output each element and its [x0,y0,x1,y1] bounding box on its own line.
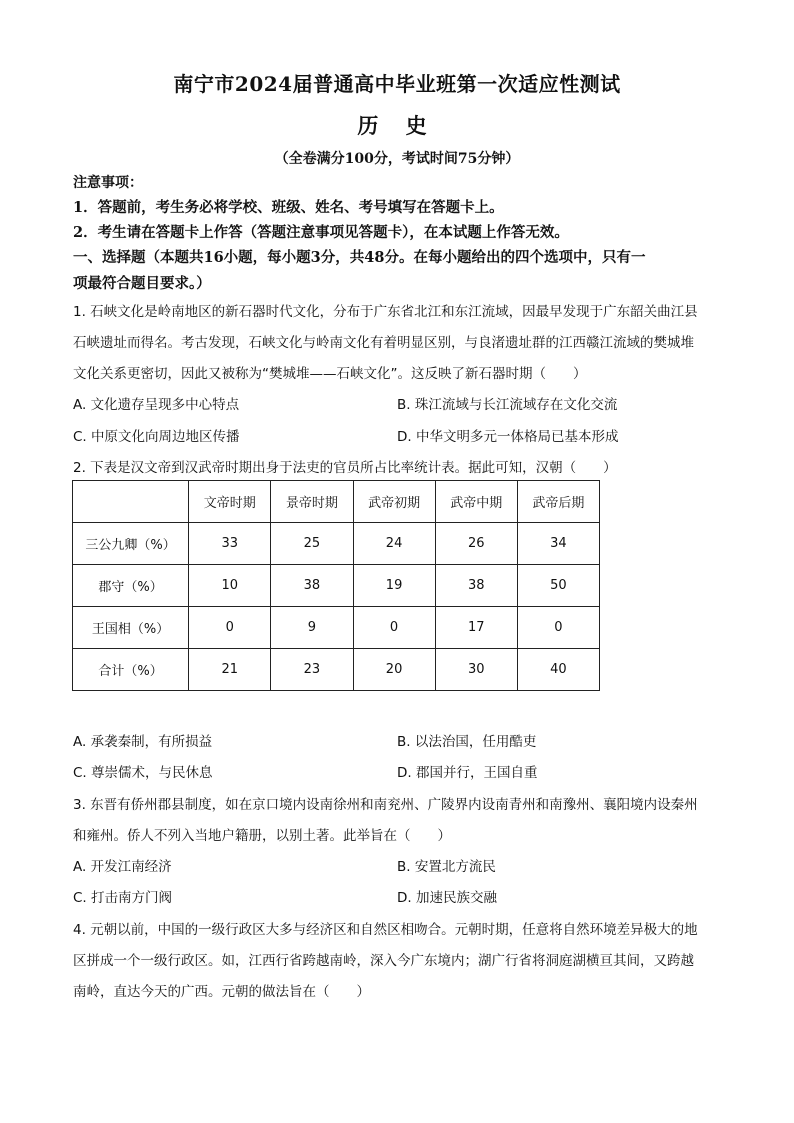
question-4-text: 4. 元朝以前，中国的一级行政区大多与经济区和自然区相吻合。元朝时期，任意将自然环境差异极大的地 [73,922,698,938]
table-cell: 21 [189,649,271,691]
q3-option-b[interactable]: B. 安置北方流民 [397,859,496,875]
q2-option-b[interactable]: B. 以法治国，任用酷吏 [397,734,537,750]
q3-option-c[interactable]: C. 打击南方门阀 [73,890,173,906]
q2-option-a[interactable]: A. 承袭秦制，有所损益 [73,734,213,750]
exam-info: （全卷满分100分，考试时间75分钟） [274,151,520,167]
table-row [73,649,600,691]
table-row [73,607,600,649]
q2-option-c[interactable]: C. 尊崇儒术，与民休息 [73,765,213,781]
table-cell: 38 [435,565,517,607]
table-cell: 10 [189,565,271,607]
q3-option-d[interactable]: D. 加速民族交融 [397,890,497,906]
table-cell: 30 [435,649,517,691]
table-header-cell: 武帝中期 [435,481,517,523]
table-cell: 0 [517,607,599,649]
question-4-text: 南岭，直达今天的广西。元朝的做法旨在（ ） [73,984,370,1000]
table-cell: 9 [271,607,353,649]
table-cell: 26 [435,523,517,565]
row-label: 郡守（%） [73,565,189,607]
table-cell: 0 [189,607,271,649]
question-2-text: 2. 下表是汉文帝到汉武帝时期出身于法吏的官员所占比率统计表。据此可知，汉朝（ ） [73,460,617,476]
table-header-cell: 景帝时期 [271,481,353,523]
notice-heading: 注意事项： [73,175,143,191]
table-header-cell: 武帝初期 [353,481,435,523]
question-1-text: 石峡遗址而得名。考古发现，石峡文化与岭南文化有着明显区别，与良渚遗址群的江西赣江流域的樊城堆 [73,335,694,351]
table-cell: 20 [353,649,435,691]
section-heading: 项最符合题目要求。） [73,275,211,292]
exam-title: 南宁市2024届普通高中毕业班第一次适应性测试 [173,72,621,96]
question-1-text: 文化关系更密切，因此又被称为“樊城堆——石峡文化”。这反映了新石器时期（ ） [73,366,587,382]
table-cell: 24 [353,523,435,565]
exam-subject: 历 史 [357,113,437,138]
official-ratio-table [72,480,600,691]
question-3-text: 3. 东晋有侨州郡县制度，如在京口境内设南徐州和南兖州、广陵界内设南青州和南豫州、襄阳境内设秦州 [73,797,698,813]
table-cell: 40 [517,649,599,691]
table-cell: 38 [271,565,353,607]
question-3-text: 和雍州。侨人不列入当地户籍册，以别土著。此举旨在（ ） [73,828,451,844]
section-heading: 一、选择题（本题共16小题，每小题3分，共48分。在每小题给出的四个选项中，只有一 [73,249,646,266]
question-4-text: 区拼成一个一级行政区。如，江西行省跨越南岭，深入今广东境内；湖广行省将洞庭湖横亘其间，又跨越 [73,953,694,969]
notice-item: 1．答题前，考生务必将学校、班级、姓名、考号填写在答题卡上。 [73,199,504,216]
question-1-text: 1. 石峡文化是岭南地区的新石器时代文化，分布于广东省北江和东江流域，因最早发现于广东韶关曲江县 [73,304,698,320]
q2-option-d[interactable]: D. 郡国并行，王国自重 [397,765,538,781]
table-cell: 34 [517,523,599,565]
table-row [73,565,600,607]
table-header-row [73,481,600,523]
row-label: 三公九卿（%） [73,523,189,565]
q3-option-a[interactable]: A. 开发江南经济 [73,859,172,875]
row-label: 王国相（%） [73,607,189,649]
q1-option-c[interactable]: C. 中原文化向周边地区传播 [73,429,240,445]
q1-option-d[interactable]: D. 中华文明多元一体格局已基本形成 [397,429,619,445]
table-header-cell: 武帝后期 [517,481,599,523]
table-cell: 17 [435,607,517,649]
table-cell: 19 [353,565,435,607]
row-label: 合计（%） [73,649,189,691]
q1-option-b[interactable]: B. 珠江流域与长江流域存在文化交流 [397,397,618,413]
table-row [73,523,600,565]
table-cell: 0 [353,607,435,649]
table-header-cell [73,481,189,523]
notice-item: 2．考生请在答题卡上作答（答题注意事项见答题卡），在本试题上作答无效。 [73,224,569,241]
table-header-cell: 文帝时期 [189,481,271,523]
q1-option-a[interactable]: A. 文化遗存呈现多中心特点 [73,397,240,413]
table-cell: 33 [189,523,271,565]
table-cell: 25 [271,523,353,565]
table-cell: 50 [517,565,599,607]
table-cell: 23 [271,649,353,691]
